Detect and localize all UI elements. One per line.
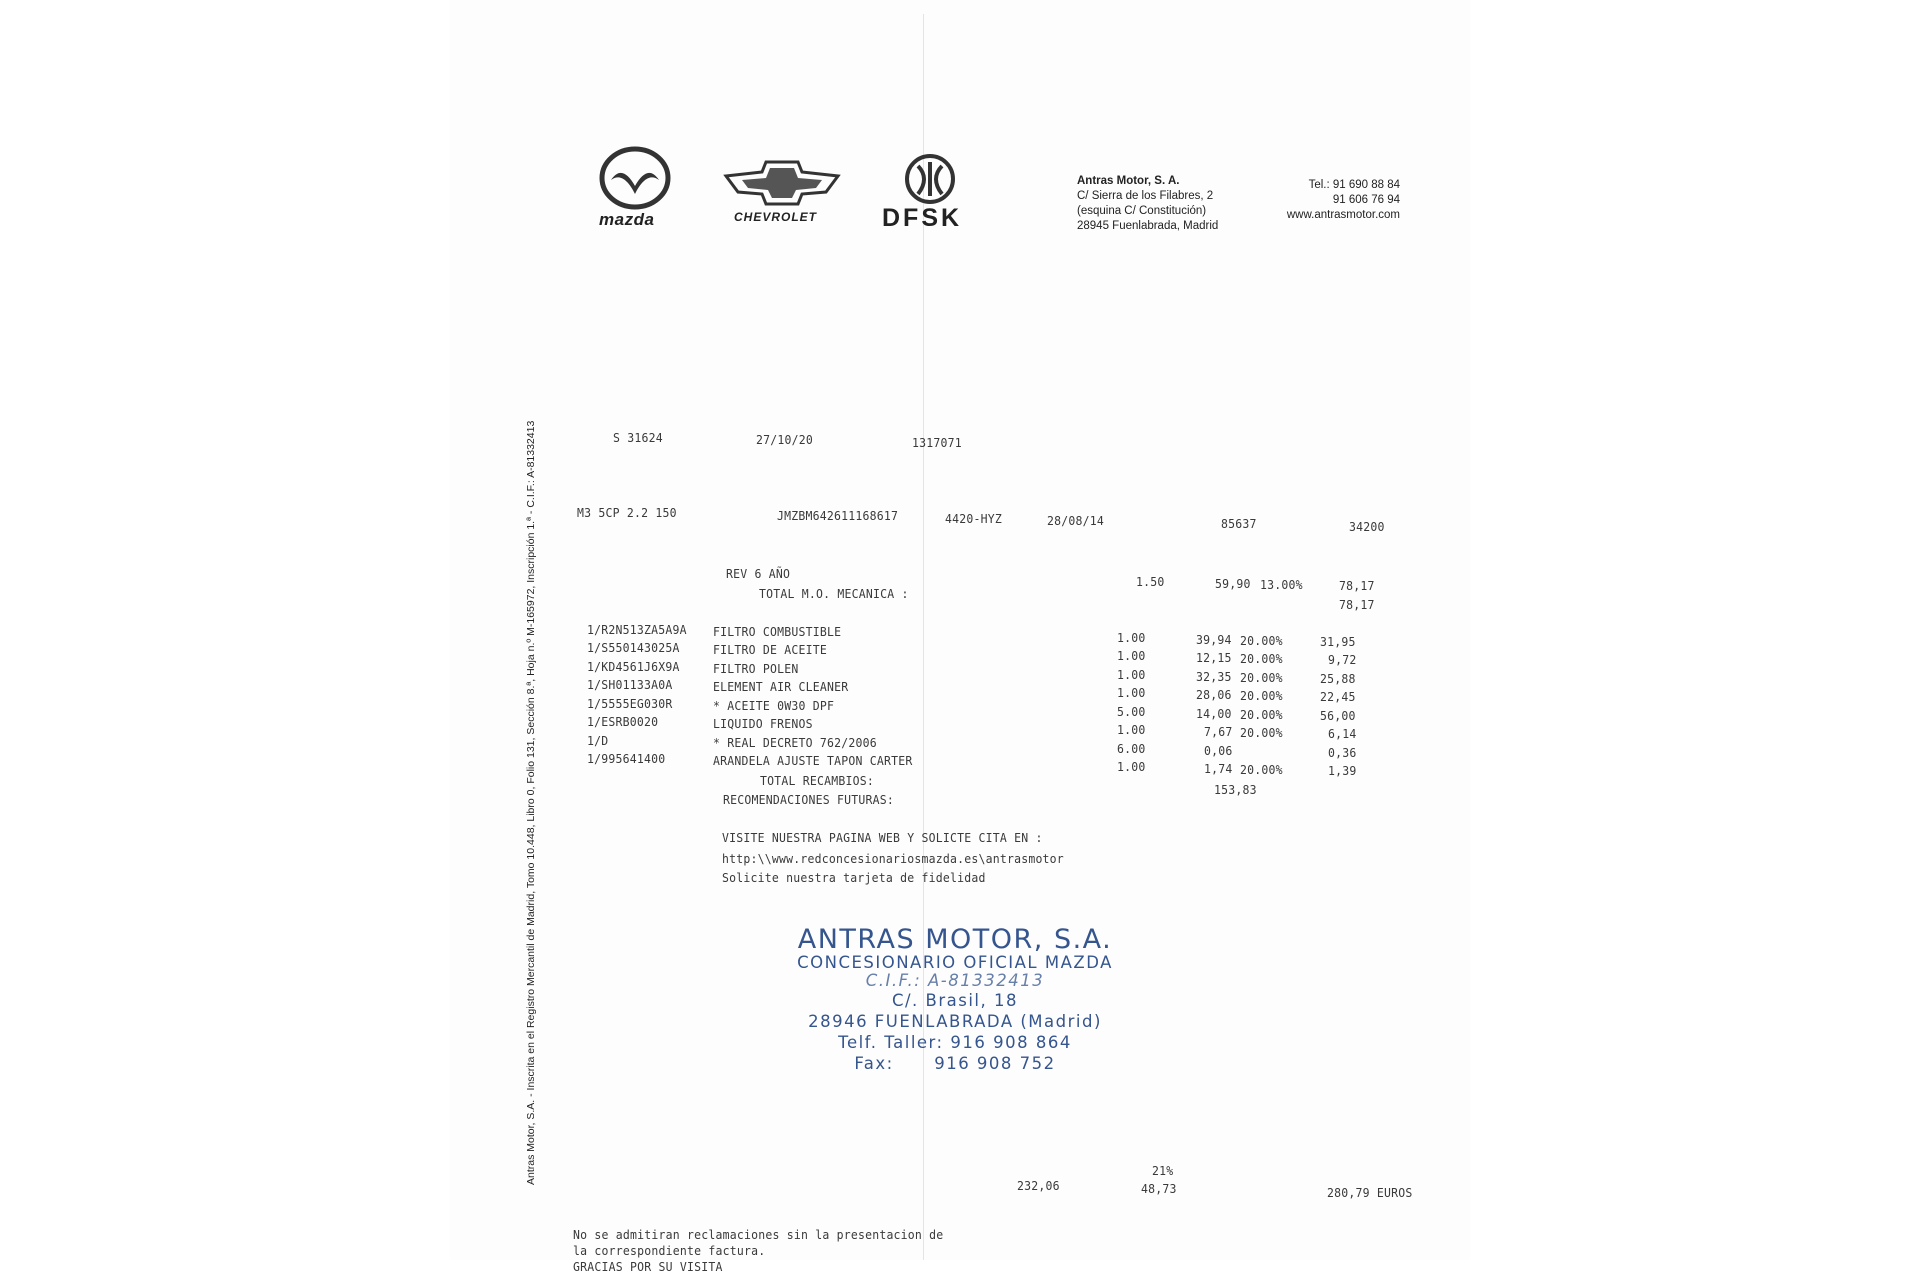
mazda-emblem-icon — [597, 146, 673, 210]
part-amount: 22,45 — [1320, 689, 1356, 705]
company-name: Antras Motor, S. A. — [1077, 175, 1180, 187]
labor-amount: 78,17 — [1339, 578, 1375, 594]
stamp-fax-line: Fax: 916 908 752 — [854, 1054, 1056, 1073]
company-header — [1077, 174, 1218, 234]
stamp-company-name: ANTRAS MOTOR, S.A. — [797, 924, 1113, 955]
part-description: LIQUIDO FRENOS — [713, 716, 813, 732]
note-web-url: http:\\www.redconcesionariosmazda.es\antrasmotor — [722, 851, 1064, 867]
part-description: FILTRO COMBUSTIBLE — [713, 624, 842, 640]
part-description: ELEMENT AIR CLEANER — [713, 679, 849, 695]
company-stamp — [740, 924, 1170, 1073]
vehicle-model: M3 5CP 2.2 150 — [577, 505, 677, 521]
part-price: 14,00 — [1196, 706, 1232, 722]
part-discount: 20.00% — [1240, 707, 1283, 723]
part-ref: 1/5555EG030R — [587, 696, 673, 712]
part-price: 1,74 — [1204, 761, 1233, 777]
part-qty: 1.00 — [1117, 722, 1146, 738]
vehicle-registration-date: 28/08/14 — [1047, 513, 1104, 529]
part-price: 7,67 — [1204, 724, 1233, 740]
chevrolet-bowtie-icon — [722, 158, 842, 206]
part-qty: 1.00 — [1117, 630, 1146, 646]
part-amount: 6,14 — [1328, 726, 1357, 742]
labor-qty: 1.50 — [1136, 574, 1165, 590]
company-phone-1: Tel.: 91 690 88 84 — [1308, 179, 1400, 191]
part-discount: 20.00% — [1240, 688, 1283, 704]
part-amount: 1,39 — [1328, 763, 1357, 779]
vehicle-vin: JMZBM642611168617 — [777, 508, 899, 524]
vehicle-km: 85637 — [1221, 516, 1257, 532]
part-description: ARANDELA AJUSTE TAPON CARTER — [713, 753, 913, 769]
stamp-cif-line: C.I.F.: A-81332413 — [865, 971, 1045, 990]
part-amount: 0,36 — [1328, 745, 1357, 761]
stamp-city-line: 28946 FUENLABRADA (Madrid) — [808, 1012, 1102, 1031]
footer-thanks: GRACIAS POR SU VISITA — [573, 1259, 723, 1274]
part-discount: 20.00% — [1240, 670, 1283, 686]
part-qty: 6.00 — [1117, 741, 1146, 757]
invoice-base-amount: 232,06 — [1017, 1178, 1060, 1194]
registry-info: Antras Motor, S.A. - Inscrita en el Registro Mercantil de Madrid, Tomo 10.448, Libro 0, Folio 131, Sección 8.ª, Hoja n.º M-165972, Inscripción 1.ª - C.I.F.: A-81332413 — [525, 420, 537, 1185]
labor-price: 59,90 — [1215, 576, 1251, 592]
part-price: 32,35 — [1196, 669, 1232, 685]
company-address-line-2: (esquina C/ Constitución) — [1077, 205, 1207, 217]
part-description: FILTRO POLEN — [713, 661, 799, 677]
vehicle-code: 34200 — [1349, 519, 1385, 535]
part-price: 0,06 — [1204, 743, 1233, 759]
part-ref: 1/SH01133A0A — [587, 677, 673, 693]
labor-description: REV 6 AÑO — [726, 566, 791, 582]
company-website: www.antrasmotor.com — [1286, 209, 1400, 221]
part-amount: 9,72 — [1328, 652, 1357, 668]
part-discount: 20.00% — [1240, 762, 1283, 778]
dfsk-wordmark: DFSK — [882, 204, 963, 232]
part-description: * ACEITE 0W30 DPF — [713, 698, 835, 714]
dfsk-emblem-icon — [880, 152, 980, 206]
part-description: FILTRO DE ACEITE — [713, 642, 827, 658]
part-ref: 1/S550143025A — [587, 640, 680, 656]
part-ref: 1/995641400 — [587, 751, 666, 767]
vehicle-plate: 4420-HYZ — [945, 511, 1002, 527]
part-price: 39,94 — [1196, 632, 1232, 648]
mazda-logo — [597, 146, 673, 232]
part-qty: 5.00 — [1117, 704, 1146, 720]
recommendations-label: RECOMENDACIONES FUTURAS: — [723, 792, 894, 808]
part-qty: 1.00 — [1117, 759, 1146, 775]
part-description: * REAL DECRETO 762/2006 — [713, 735, 877, 751]
invoice-date: 27/10/20 — [756, 432, 813, 448]
company-address-line-3: 28945 Fuenlabrada, Madrid — [1077, 220, 1219, 232]
part-qty: 1.00 — [1117, 667, 1146, 683]
part-amount: 56,00 — [1320, 708, 1356, 724]
stamp-phone-line: Telf. Taller: 916 908 864 — [838, 1033, 1072, 1052]
note-loyalty-card: Solicite nuestra tarjeta de fidelidad — [722, 870, 986, 886]
part-ref: 1/R2N513ZA5A9A — [587, 622, 687, 638]
labor-total-label: TOTAL M.O. MECANICA : — [759, 586, 909, 602]
stamp-address-line: C/. Brasil, 18 — [891, 991, 1019, 1010]
chevrolet-logo — [722, 158, 842, 230]
invoice-vat-amount: 48,73 — [1141, 1181, 1177, 1197]
part-discount: 20.00% — [1240, 651, 1283, 667]
invoice-number: S 31624 — [613, 430, 663, 446]
part-price: 28,06 — [1196, 687, 1232, 703]
part-ref: 1/KD4561J6X9A — [587, 659, 680, 675]
mazda-wordmark: mazda — [599, 210, 655, 229]
company-phone-2: 91 606 76 94 — [1332, 194, 1400, 206]
part-discount: 20.00% — [1240, 633, 1283, 649]
dfsk-logo — [880, 152, 980, 232]
footer-invoice-notice: la correspondiente factura. — [573, 1243, 766, 1259]
company-address-line-1: C/ Sierra de los Filabres, 2 — [1077, 190, 1214, 202]
part-ref: 1/ESRB0020 — [587, 714, 659, 730]
footer-claims-notice: No se admitiran reclamaciones sin la presentacion de — [573, 1227, 944, 1243]
client-number: 1317071 — [912, 435, 962, 451]
parts-total: 153,83 — [1214, 782, 1257, 798]
part-qty: 1.00 — [1117, 685, 1146, 701]
company-contact — [1240, 178, 1400, 223]
part-amount: 31,95 — [1320, 634, 1356, 650]
part-qty: 1.00 — [1117, 648, 1146, 664]
stamp-dealer-line: CONCESIONARIO OFICIAL MAZDA — [797, 953, 1113, 972]
invoice-vat-rate: 21% — [1152, 1163, 1174, 1179]
part-amount: 25,88 — [1320, 671, 1356, 687]
labor-discount: 13.00% — [1260, 577, 1303, 593]
part-ref: 1/D — [587, 733, 609, 749]
labor-total: 78,17 — [1339, 597, 1375, 613]
part-discount: 20.00% — [1240, 725, 1283, 741]
part-price: 12,15 — [1196, 650, 1232, 666]
note-web-visit: VISITE NUESTRA PAGINA WEB Y SOLICTE CITA EN : — [722, 830, 1043, 846]
parts-total-label: TOTAL RECAMBIOS: — [760, 773, 874, 789]
invoice-total-amount: 280,79 EUROS — [1327, 1185, 1413, 1201]
chevrolet-wordmark: CHEVROLET — [734, 210, 818, 224]
